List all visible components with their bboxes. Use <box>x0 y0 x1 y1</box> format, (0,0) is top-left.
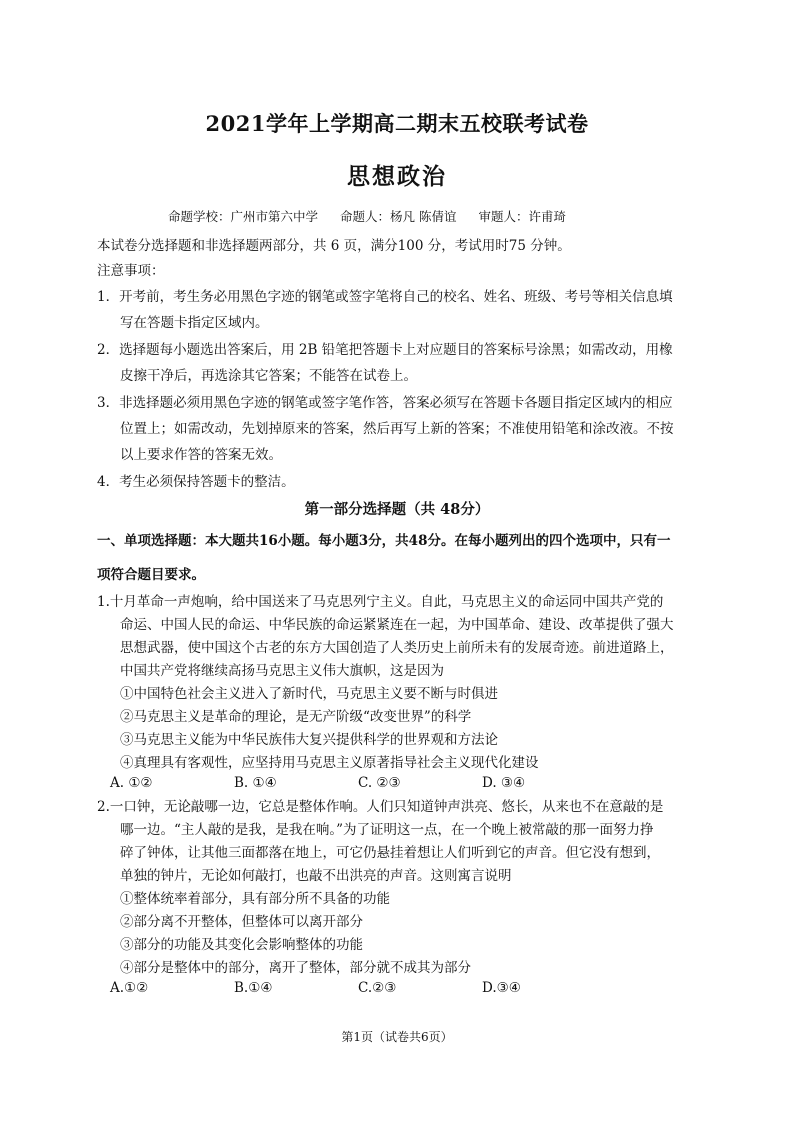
q2-statement-3: ③部分的功能及其变化会影响整体的功能 <box>120 937 363 953</box>
exam-subject: 思想政治 <box>347 163 447 190</box>
q2-stem-l3: 碎了钟体，让其他三面都落在地上，可它仍悬挂着想让人们听到它的声音。但它没有想到， <box>120 845 660 861</box>
notice-heading: 注意事项： <box>97 263 165 279</box>
q1-statement-3: ③马克思主义能为中华民族伟大复兴提供科学的世界观和方法论 <box>120 732 498 748</box>
part1-heading: 第一部分选择题（共 48分） <box>304 501 490 518</box>
question-setters: 命题人：杨凡 陈倩谊 <box>340 209 457 224</box>
q1-stem-l2: 命运、中国人民的命运、中华民族的命运紧紧连在一起，为中国革命、建设、改革提供了强大 <box>120 617 674 633</box>
notice-item-1-cont: 写在答题卡指定区域内。 <box>120 315 269 331</box>
q2-option-c[interactable]: C.②③ <box>358 980 397 996</box>
notice-item-4: 4．考生必须保持答题卡的整洁。 <box>97 474 295 490</box>
q1-statement-1: ①中国特色社会主义进入了新时代，马克思主义要不断与时俱进 <box>120 686 498 702</box>
q2-stem: 2.一口钟，无论敲哪一边，它总是整体作响。人们只知道钟声洪亮、悠长，从来也不在意敲的是 <box>97 799 664 815</box>
q2-statement-2: ②部分离不开整体，但整体可以离开部分 <box>120 914 363 930</box>
notice-item-3-cont: 位置上；如需改动，先划掉原来的答案，然后再写上新的答案；不准使用铅笔和涂改液。不按 <box>120 421 674 437</box>
q2-statement-1: ①整体统率着部分，具有部分所不具备的功能 <box>120 891 390 907</box>
exam-intro: 本试卷分选择题和非选择题两部分，共 6 页，满分100 分，考试用时75 分钟。 <box>97 238 571 254</box>
q1-stem: 1.十月革命一声炮响，给中国送来了马克思列宁主义。自此，马克思主义的命运同中国共产党的 <box>97 594 664 610</box>
notice-item-3: 3．非选择题必须用黑色字迹的钢笔或签字笔作答，答案必须写在答题卡各题目指定区域内的相应 <box>97 395 673 411</box>
part1-instructions-cont: 项符合题目要求。 <box>97 567 205 583</box>
q1-stem-l4: 中国共产党将继续高扬马克思主义伟大旗帜，这是因为 <box>120 663 444 679</box>
q1-option-a[interactable]: A. ①② <box>110 775 153 791</box>
q1-options <box>110 775 606 791</box>
q2-options <box>110 980 606 996</box>
notice-item-2: 2．选择题每小题选出答案后，用 2B 铅笔把答题卡上对应题目的答案标号涂黑；如需改动，用橡 <box>97 342 673 358</box>
q1-option-c[interactable]: C. ②③ <box>358 775 401 791</box>
q1-option-d[interactable]: D. ③④ <box>482 775 526 791</box>
exam-authors <box>168 207 584 225</box>
q1-statement-4: ④真理具有客观性，应坚持用马克思主义原著指导社会主义现代化建设 <box>120 755 539 771</box>
part1-instructions: 一、单项选择题：本大题共16小题。每小题3分，共48分。在每小题列出的四个选项中，只有一 <box>97 533 671 549</box>
page-footer: 第1页（试卷共6页） <box>341 1030 453 1044</box>
q2-stem-l2: 哪一边。“主人敲的是我，是我在响。”为了证明这一点，在一个晚上被常敲的那一面努力挣 <box>120 822 654 838</box>
notice-item-3-cont2: 以上要求作答的答案无效。 <box>120 447 282 463</box>
notice-item-1: 1．开考前，考生务必用黑色字迹的钢笔或签字笔将自己的校名、姓名、班级、考号等相关信息填 <box>97 289 673 305</box>
q2-option-b[interactable]: B.①④ <box>234 980 273 996</box>
exam-title: 2021学年上学期高二期末五校联考试卷 <box>205 111 589 136</box>
q1-stem-l3: 思想武器，使中国这个古老的东方大国创造了人类历史上前所未有的发展奇迹。前进道路上， <box>120 640 674 656</box>
reviewer: 审题人：许甫琦 <box>478 209 566 224</box>
q2-option-a[interactable]: A.①② <box>110 980 149 996</box>
notice-item-2-cont: 皮擦干净后，再选涂其它答案；不能答在试卷上。 <box>120 368 417 384</box>
setting-school: 命题学校：广州市第六中学 <box>168 209 319 224</box>
q2-stem-l4: 单独的钟片，无论如何敲打，也敲不出洪亮的声音。这则寓言说明 <box>120 868 512 884</box>
q1-statement-2: ②马克思主义是革命的理论，是无产阶级“改变世界”的科学 <box>120 709 472 725</box>
q2-option-d[interactable]: D.③④ <box>482 980 521 996</box>
q2-statement-4: ④部分是整体中的部分，离开了整体，部分就不成其为部分 <box>120 960 471 976</box>
q1-option-b[interactable]: B. ①④ <box>234 775 277 791</box>
